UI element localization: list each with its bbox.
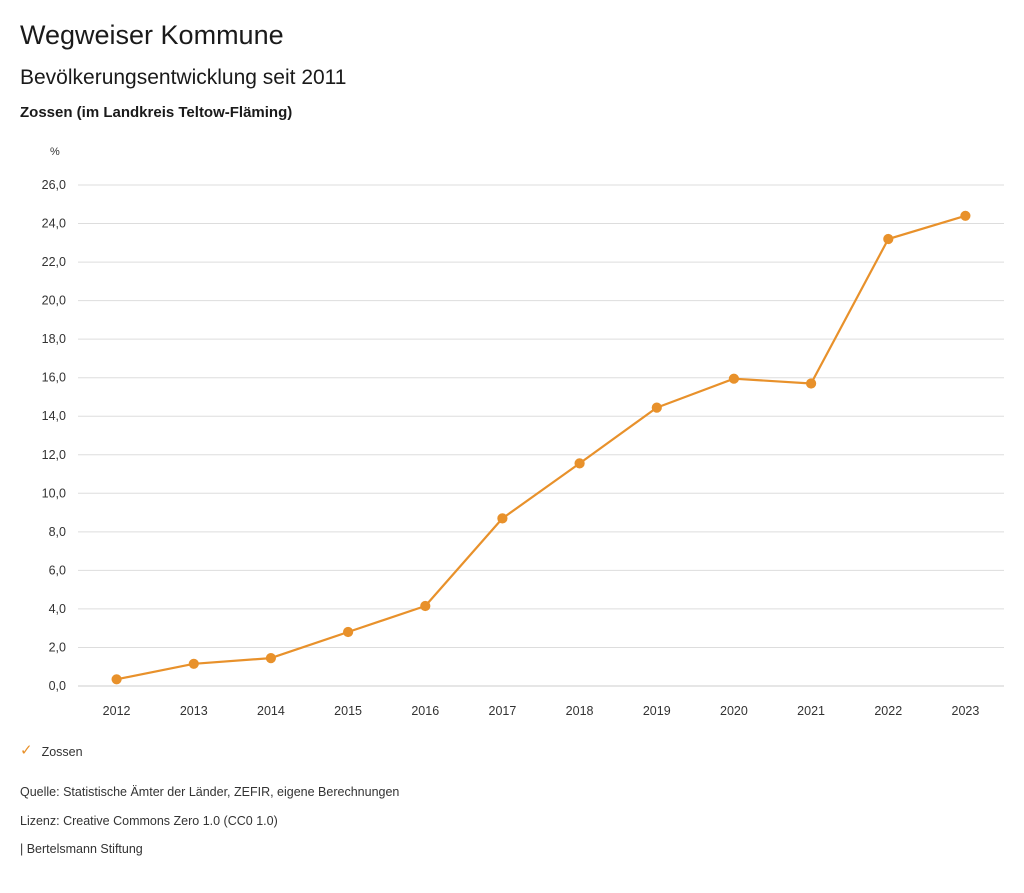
y-axis-tick-label: 4,0	[48, 601, 66, 616]
data-point[interactable]	[961, 211, 970, 220]
license-note: Lizenz: Creative Commons Zero 1.0 (CC0 1.0)	[20, 813, 278, 828]
data-point[interactable]	[652, 403, 661, 412]
x-axis-tick-label: 2019	[642, 704, 671, 718]
x-axis-tick-label: 2018	[565, 704, 594, 718]
x-axis-tick-label: 2012	[102, 704, 131, 718]
data-point[interactable]	[189, 659, 198, 668]
x-axis-tick-label: 2022	[874, 704, 903, 718]
footnotes	[20, 786, 399, 872]
x-axis-tick-label: 2014	[257, 704, 285, 718]
series-line	[117, 216, 966, 680]
y-axis-tick-label: 8,0	[48, 524, 66, 539]
y-axis-tick-label: 10,0	[41, 486, 66, 501]
x-axis-tick-label: 2023	[951, 704, 980, 718]
region-label: Zossen (im Landkreis Teltow-Fläming)	[20, 104, 293, 121]
publisher-note: | Bertelsmann Stiftung	[20, 842, 143, 856]
x-axis-tick-label: 2013	[179, 704, 208, 718]
check-icon: ✓	[20, 742, 33, 759]
y-axis-tick-label: 18,0	[41, 332, 66, 347]
y-axis-tick-label: 14,0	[41, 409, 66, 424]
y-axis-tick-label: 20,0	[41, 293, 66, 308]
y-axis-tick-label: 24,0	[41, 216, 66, 231]
x-axis-tick-label: 2017	[488, 704, 517, 718]
y-axis-tick-label: 22,0	[41, 255, 66, 270]
page-title: Wegweiser Kommune	[20, 20, 284, 50]
y-axis-tick-label: 6,0	[48, 563, 66, 578]
data-point[interactable]	[266, 654, 275, 663]
y-axis-tick-label: 12,0	[41, 447, 66, 462]
data-point[interactable]	[112, 675, 121, 684]
source-note: Quelle: Statistische Ämter der Länder, ZEFIR, eigene Berechnungen	[20, 785, 400, 799]
data-point[interactable]	[807, 379, 816, 388]
chart-legend[interactable]	[20, 744, 83, 759]
x-axis-tick-label: 2015	[334, 704, 362, 718]
y-axis-tick-label: 0,0	[48, 679, 66, 693]
data-point[interactable]	[575, 459, 584, 468]
x-axis-tick-label: 2020	[720, 704, 748, 718]
y-axis-tick-label: 2,0	[48, 640, 66, 655]
y-axis-unit: %	[50, 146, 60, 158]
x-axis-tick-label: 2016	[411, 704, 440, 718]
page-subtitle: Bevölkerungsentwicklung seit 2011	[20, 66, 347, 89]
x-axis-tick-label: 2021	[797, 704, 825, 718]
y-axis-tick-label: 16,0	[41, 370, 66, 385]
data-point[interactable]	[421, 601, 430, 610]
data-point[interactable]	[884, 234, 893, 243]
y-axis-tick-label: 26,0	[41, 178, 66, 192]
data-point[interactable]	[729, 374, 738, 383]
legend-series-label: Zossen	[41, 744, 83, 759]
data-point[interactable]	[344, 627, 353, 636]
data-point[interactable]	[498, 514, 507, 523]
